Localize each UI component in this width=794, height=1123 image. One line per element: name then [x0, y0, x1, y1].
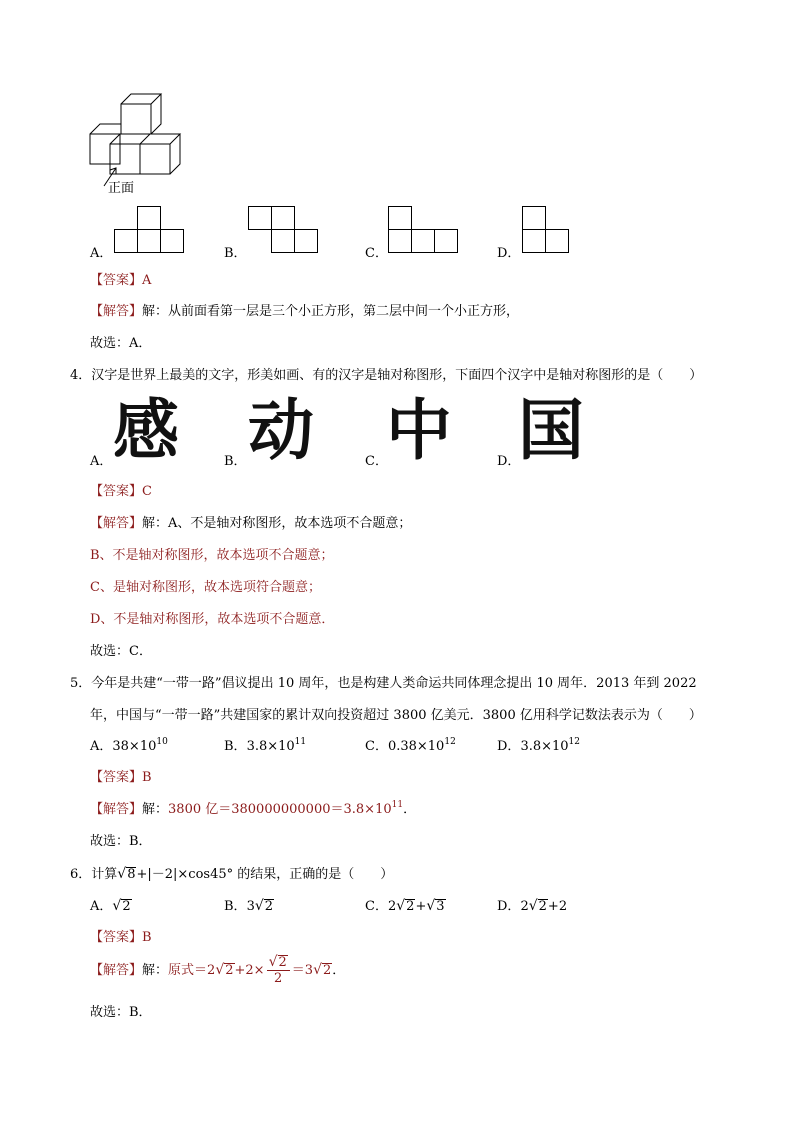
fraction	[267, 955, 290, 986]
option-label: C．	[365, 899, 388, 914]
q6-answer	[90, 930, 152, 946]
cube-stack-figure	[86, 90, 186, 200]
expr-part-b: +2×	[234, 963, 265, 978]
q4-option-a-label: A．	[90, 454, 113, 469]
option-d-figure	[522, 206, 572, 254]
coefficient: 2	[387, 899, 397, 914]
radicand-2: 3	[436, 899, 445, 914]
q4-stem: 4．汉字是世界上最美的文字，形美如画、有的汉字是轴对称图形，下面四个汉字中是轴对称图形的是（ ）	[70, 368, 703, 383]
radicand: 8	[127, 867, 136, 882]
option-base: 0.38×10	[387, 739, 445, 754]
fraction-denominator: 2	[274, 971, 283, 986]
q5-option-b	[224, 739, 306, 755]
expr-part-a: 原式＝2	[168, 963, 216, 978]
q6-option-d	[497, 898, 567, 915]
radical-sign: √	[396, 898, 406, 914]
radicand: 2	[278, 955, 287, 970]
coefficient: 3	[246, 899, 255, 914]
solution-tag: 【解答】	[90, 516, 143, 531]
q6-stem	[70, 866, 393, 883]
option-c-label: C．	[365, 246, 388, 261]
option-a-label: A．	[90, 246, 113, 261]
answer-value: B	[142, 770, 152, 785]
answer-tag: 【答案】	[90, 770, 143, 785]
q4-option-b-label: B．	[224, 454, 247, 469]
q6-option-a	[90, 898, 132, 915]
answer-tag: 【答案】	[90, 273, 143, 288]
q4-option-b-character: 动	[248, 392, 314, 469]
radical-sign: √	[426, 898, 436, 914]
q4-option-c-label: C．	[365, 454, 388, 469]
q4-option-d-character: 国	[518, 392, 584, 469]
option-d-label: D．	[497, 246, 521, 261]
solution-prefix: 解：	[142, 963, 169, 978]
option-exponent: 12	[568, 737, 580, 747]
q6-conclusion: 故选：B．	[90, 1005, 152, 1020]
q4-solution-line-1	[90, 516, 411, 532]
answer-value: C	[142, 484, 152, 499]
radical-sign: √	[112, 898, 122, 914]
option-exponent: 11	[294, 737, 307, 747]
option-base: 3.8×10	[520, 739, 569, 754]
q6-option-c	[365, 898, 446, 915]
front-view-label: 正面	[108, 181, 135, 196]
q4-solution-line-4: D、不是轴对称图形，故本选项不合题意．	[90, 612, 335, 627]
q5-stem-line-2: 年，中国与“一带一路”共建国家的累计双向投资超过 3800 亿美元．3800 亿用科学记数法表示为（ ）	[90, 708, 702, 723]
solution-prefix: 解：	[142, 802, 169, 817]
radicand: 2	[538, 899, 547, 914]
coefficient: 2	[520, 899, 529, 914]
solution-text: 解：A、不是轴对称图形，故本选项不合题意；	[142, 516, 412, 531]
solution-expression	[168, 954, 332, 986]
q5-answer	[90, 770, 152, 786]
q4-option-c-character: 中	[386, 392, 452, 469]
q4-conclusion: 故选：C．	[90, 644, 152, 659]
q4-option-d-label: D．	[497, 454, 521, 469]
option-c-figure	[388, 206, 460, 254]
q5-stem-line-1: 5．今年是共建“一带一路”倡议提出 10 周年，也是构建人类命运共同体理念提出 10 周年．2013 年到 2022	[70, 676, 697, 691]
solution-tag: 【解答】	[90, 963, 143, 978]
solution-expression: 3800 亿＝380000000000＝3.8×10	[168, 802, 392, 817]
q6-option-b	[224, 898, 274, 915]
solution-text: 解：从前面看第一层是三个小正方形，第二层中间一个小正方形，	[142, 304, 520, 319]
answer-value: A	[142, 273, 152, 288]
option-a-figure	[114, 206, 186, 254]
answer-value: B	[142, 930, 152, 945]
q3-solution	[90, 304, 519, 320]
q3-conclusion: 故选：A．	[90, 336, 152, 351]
option-label: B．	[224, 739, 247, 754]
radicand: 2	[406, 899, 415, 914]
option-base: 3.8×10	[246, 739, 295, 754]
q5-solution	[90, 802, 416, 818]
radicand: 2	[225, 963, 234, 978]
option-b-label: B．	[224, 246, 247, 261]
answer-tag: 【答案】	[90, 930, 143, 945]
option-base: 38×10	[112, 739, 157, 754]
radical-sign: √	[528, 898, 538, 914]
radical-sign: √	[313, 962, 322, 978]
option-label: C．	[365, 739, 388, 754]
fraction-numerator	[267, 955, 290, 971]
operator: +	[415, 899, 427, 914]
q6-solution	[90, 955, 345, 986]
radical-sign: √	[117, 866, 127, 882]
q5-option-d	[497, 739, 580, 755]
option-label: D．	[497, 899, 521, 914]
option-exponent: 12	[444, 737, 456, 747]
option-label: B．	[224, 899, 247, 914]
q3-answer	[90, 273, 151, 289]
stem-prefix: 6．计算	[70, 867, 118, 882]
solution-tag: 【解答】	[90, 802, 143, 817]
stem-rest: +|－2|×cos45° 的结果，正确的是（ ）	[136, 867, 394, 882]
q4-solution-line-2: B、不是轴对称图形，故本选项不合题意；	[90, 548, 334, 563]
radicand: 2	[264, 899, 274, 914]
solution-exponent: 11	[391, 800, 404, 810]
option-exponent: 10	[156, 737, 168, 747]
q5-conclusion: 故选：B．	[90, 834, 152, 849]
expr-part-c: ＝3	[291, 963, 314, 978]
radicand: 2	[322, 963, 332, 978]
radical-sign: √	[254, 898, 264, 914]
q5-option-c	[365, 739, 456, 755]
radicand: 2	[122, 899, 131, 914]
radical-sign: √	[215, 962, 225, 978]
q5-option-a	[90, 739, 168, 755]
q4-solution-line-3: C、是轴对称图形，故本选项符合题意；	[90, 580, 321, 595]
option-b-figure	[248, 206, 320, 254]
answer-tag: 【答案】	[90, 484, 143, 499]
solution-end: ．	[332, 963, 346, 978]
option-label: A．	[90, 739, 113, 754]
radical-sign: √	[268, 954, 278, 970]
q4-option-a-character: 感	[113, 392, 179, 469]
solution-end: ．	[403, 802, 417, 817]
solution-tag: 【解答】	[90, 304, 143, 319]
option-label: A．	[90, 899, 113, 914]
option-label: D．	[497, 739, 521, 754]
option-tail: +2	[547, 899, 568, 914]
q4-answer	[90, 484, 152, 500]
